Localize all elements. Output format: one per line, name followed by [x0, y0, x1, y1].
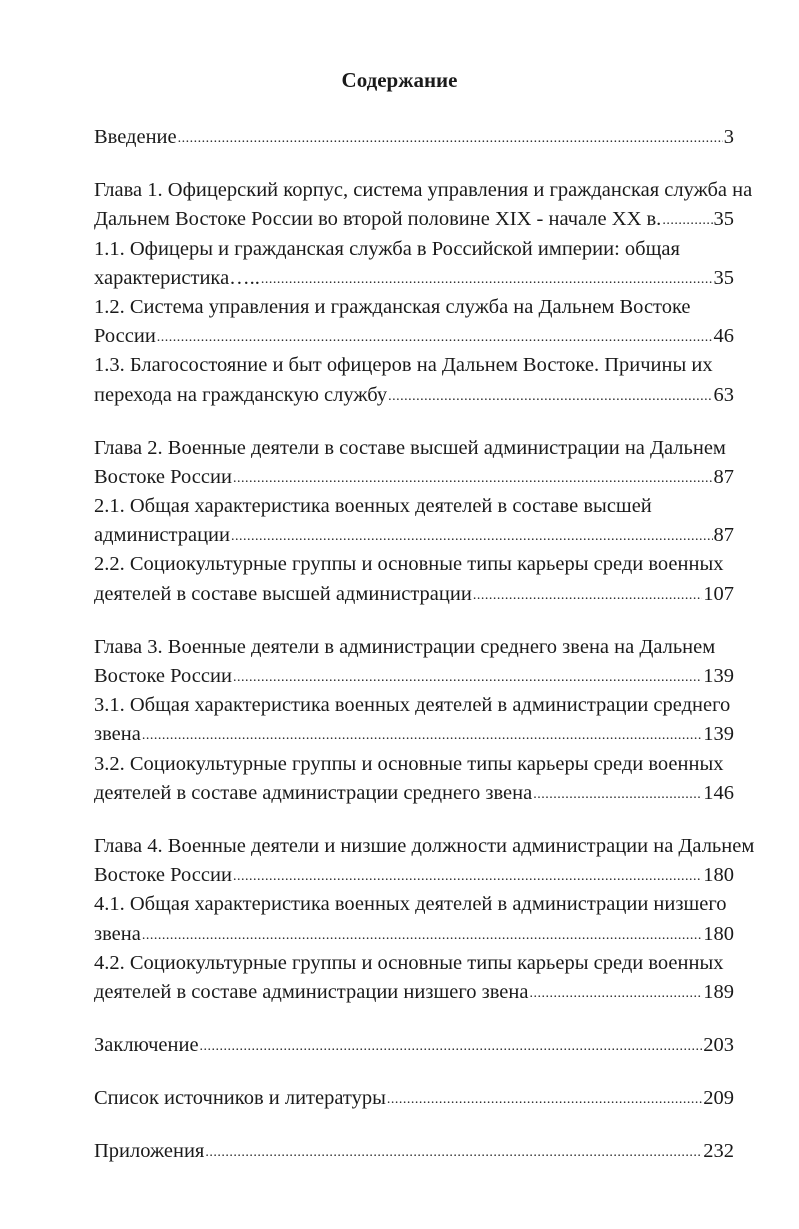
- section-3-2-line1: 3.2. Социокультурные группы и основные типы карьеры среди военных: [94, 752, 724, 775]
- chapter-2-title-line2: Востоке России ..... 87: [94, 463, 734, 492]
- section-2-2-line2: деятелей в составе высшей администрации ..... 107: [94, 580, 734, 609]
- page-title: Содержание: [341, 68, 458, 92]
- chapter-3-title-line2: Востоке России ..... 139: [94, 662, 734, 691]
- section-2-1-line1: 2.1. Общая характеристика военных деятелей в составе высшей: [94, 495, 652, 518]
- dot-leader: [233, 862, 702, 891]
- dot-leader: [388, 382, 712, 411]
- section-4-2-line1: 4.2. Социокультурные группы и основные типы карьеры среди военных: [94, 951, 724, 974]
- dot-leader: [178, 124, 723, 153]
- dot-leader: [473, 581, 702, 610]
- section-2-1-line2: администрации ..... 87: [94, 521, 734, 550]
- dot-leader: [142, 921, 702, 950]
- table-of-contents: [94, 123, 755, 1167]
- dot-leader: [387, 1085, 702, 1114]
- toc-entry-page: 189: [703, 980, 734, 1003]
- section-3-1-line2: звена ..... 139: [94, 720, 734, 749]
- toc-entry-page: 87: [713, 465, 734, 488]
- section-1-1-line1: 1.1. Офицеры и гражданская служба в Российской империи: общая: [94, 237, 680, 260]
- toc-entry-label: Введение: [94, 126, 177, 148]
- toc-entry-page: 180: [703, 864, 734, 887]
- toc-entry-page: 3: [723, 126, 734, 148]
- toc-entry-page: 46: [713, 325, 734, 348]
- toc-entry-appendix: [94, 1137, 734, 1166]
- section-1-1-line2: характеристика….. ..... 35: [94, 264, 734, 293]
- dot-leader: [200, 1032, 703, 1061]
- toc-entry-page: 209: [703, 1087, 734, 1110]
- section-4-2-line2: деятелей в составе администрации низшего звена ..... 189: [94, 978, 734, 1007]
- dot-leader: [662, 206, 712, 235]
- toc-entry-label: Приложения: [94, 1140, 205, 1163]
- dot-leader: [231, 522, 713, 551]
- toc-entry-page: 87: [713, 524, 734, 547]
- chapter-1-title-line2: Дальнем Востоке России во второй половине XIX - начале XX в. ..... 35: [94, 205, 734, 234]
- toc-entry-page: 139: [703, 723, 734, 746]
- toc-entry-page: 180: [703, 922, 734, 945]
- chapter-3-title-line1: Глава 3. Военные деятели в администрации среднего звена на Дальнем: [94, 635, 716, 658]
- toc-entry-page: 139: [703, 665, 734, 687]
- toc-entry-sources: [94, 1084, 734, 1113]
- toc-entry-label: Заключение: [94, 1034, 199, 1057]
- toc-entry-label: Список источников и литературы: [94, 1087, 386, 1110]
- dot-leader: [533, 780, 702, 809]
- chapter-4-title-line2: Востоке России ..... 180: [94, 861, 734, 890]
- chapter-1-title-line1: Глава 1. Офицерский корпус, система управления и гражданская служба на: [94, 179, 753, 202]
- section-1-3-line1: 1.3. Благосостояние и быт офицеров на Дальнем Востоке. Причины их: [94, 354, 713, 377]
- section-1-3-line2: перехода на гражданскую службу ..... 63: [94, 381, 734, 410]
- dot-leader: [233, 464, 713, 493]
- toc-entry-page: 35: [713, 208, 734, 231]
- toc-entry-conclusion: [94, 1031, 734, 1060]
- chapter-2-title-line1: Глава 2. Военные деятели в составе высшей администрации на Дальнем: [94, 436, 726, 459]
- toc-entry-page: 107: [703, 582, 734, 605]
- dot-leader: [205, 1138, 702, 1167]
- section-4-1-line1: 4.1. Общая характеристика военных деятелей в администрации низшего: [94, 893, 727, 916]
- dot-leader: [157, 323, 713, 352]
- section-4-1-line2: звена ..... 180: [94, 920, 734, 949]
- section-3-2-line2: деятелей в составе администрации среднего звена ..... 146: [94, 779, 734, 808]
- section-3-1-line1: 3.1. Общая характеристика военных деятелей в администрации среднего: [94, 694, 731, 717]
- toc-entry-page: 35: [713, 266, 734, 289]
- dot-leader: [233, 663, 702, 692]
- section-1-2-line2: России ..... 46: [94, 322, 734, 351]
- toc-entry-page: 203: [703, 1034, 734, 1057]
- section-1-2-line1: 1.2. Система управления и гражданская служба на Дальнем Востоке: [94, 295, 691, 318]
- section-2-2-line1: 2.2. Социокультурные группы и основные типы карьеры среди военных: [94, 553, 724, 576]
- toc-entry-page: 63: [713, 383, 734, 406]
- dot-leader: [261, 265, 713, 294]
- toc-entry-intro: [94, 123, 734, 152]
- dot-leader: [142, 721, 702, 750]
- dot-leader: [529, 979, 702, 1008]
- chapter-4-title-line1: Глава 4. Военные деятели и низшие должности администрации на Дальнем: [94, 834, 755, 857]
- toc-entry-page: 146: [703, 781, 734, 804]
- toc-entry-page: 232: [703, 1140, 734, 1163]
